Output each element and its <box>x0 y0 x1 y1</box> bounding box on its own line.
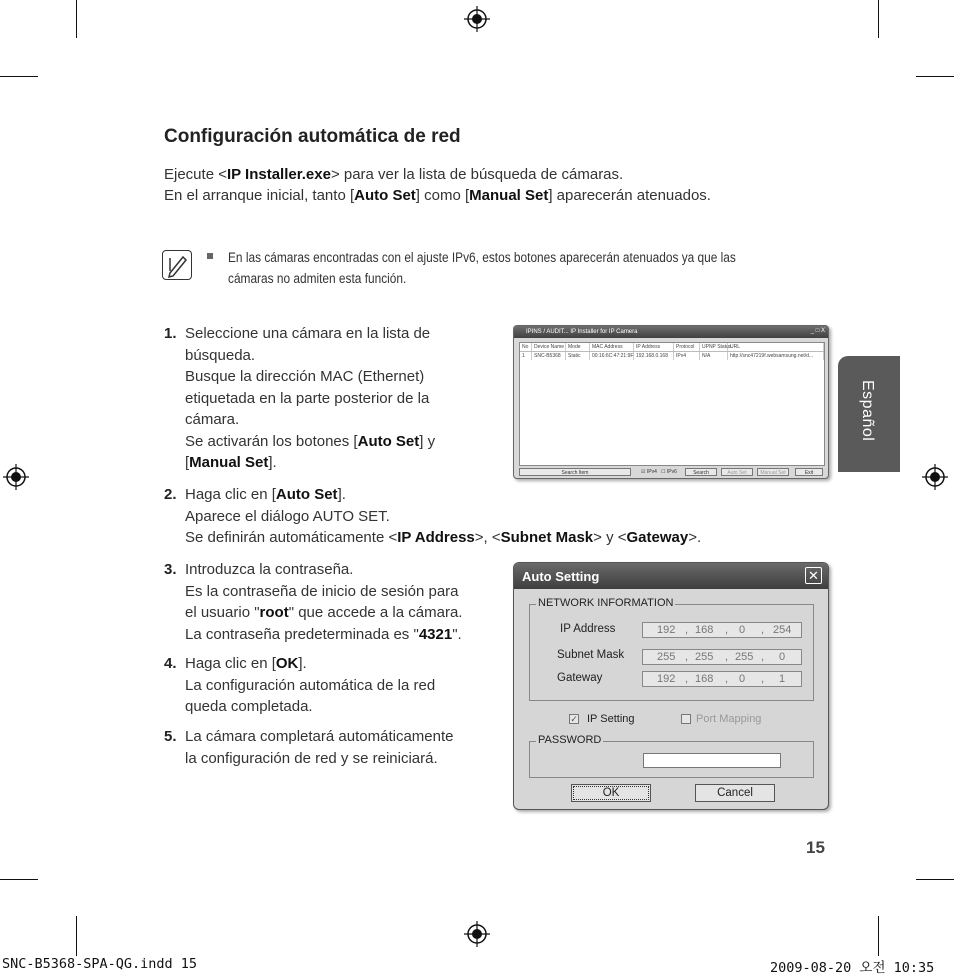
search-item-field: Search Item <box>519 468 631 476</box>
port-mapping-label: Port Mapping <box>696 713 762 725</box>
crop-mark <box>878 916 879 956</box>
column-header[interactable]: Mode <box>566 343 590 351</box>
table-row[interactable] <box>520 352 824 360</box>
step-text: La cámara completará automáticamente <box>185 728 454 745</box>
search-button[interactable]: Search <box>685 468 717 476</box>
step-text: Busque la dirección MAC (Ethernet) <box>185 368 425 385</box>
step-2 <box>164 484 804 549</box>
step-text: Aparece el diálogo AUTO SET. <box>185 507 390 525</box>
crop-mark <box>916 76 954 77</box>
step-5 <box>164 726 504 769</box>
step-text: el usuario "root" que accede a la cámara. <box>185 604 463 621</box>
ipv6-radio[interactable]: ☐ IPv6 <box>661 469 677 475</box>
note-icon <box>162 250 192 280</box>
language-tab <box>838 356 900 472</box>
crop-mark <box>878 0 879 38</box>
subnet-mask-label: Subnet Mask <box>557 649 625 661</box>
table-cell: 192.168.0.168 <box>634 352 674 360</box>
port-mapping-checkbox[interactable] <box>681 714 691 724</box>
intro-line-1: Ejecute <IP Installer.exe> para ver la lista de búsqueda de cámaras. <box>164 166 624 183</box>
note-text: En las cámaras encontradas con el ajuste IPv6, estos botones aparecerán atenuados ya que las cámaras no admiten esta función. <box>228 250 736 286</box>
ip-address-field[interactable]: 192 , 168 , 0 , 254 <box>642 622 802 638</box>
dialog-titlebar <box>514 563 828 589</box>
network-information-group <box>529 597 814 701</box>
table-cell: N/A <box>700 352 728 360</box>
step-text: Haga clic en [Auto Set]. <box>185 486 346 503</box>
gateway-field[interactable]: 192 , 168 , 0 , 1 <box>642 671 802 687</box>
cancel-button[interactable]: Cancel <box>695 784 775 802</box>
step-4 <box>164 653 494 718</box>
registration-mark-icon <box>464 921 490 947</box>
ip-installer-title: IPINS / AUDIT... IP Installer for IP Camera <box>514 326 828 338</box>
subnet-mask-field[interactable]: 255 , 255 , 255 , 0 <box>642 649 802 665</box>
step-text: La configuración automática de la red <box>185 676 436 694</box>
step-text: La contraseña predeterminada es "4321". <box>185 625 462 643</box>
ok-button[interactable]: OK <box>571 784 651 802</box>
column-header[interactable]: No <box>520 343 532 351</box>
step-text: Seleccione una cámara en la lista de <box>185 325 431 342</box>
step-number: 1. <box>164 325 177 342</box>
manual-set-button[interactable]: Manual Set <box>757 468 789 476</box>
registration-mark-icon <box>464 6 490 32</box>
table-cell: http://snc47219f.websamsung.net/d... <box>728 352 824 360</box>
auto-set-button[interactable]: Auto Set <box>721 468 753 476</box>
step-text: Se definirán automáticamente <IP Address>, <Subnet Mask> y <Gateway>. <box>185 529 702 546</box>
footer-timestamp: 2009-08-20 오전 10:35 <box>770 960 935 976</box>
ip-installer-window <box>513 325 829 479</box>
ip-setting-checkbox[interactable]: ✓ <box>570 714 578 724</box>
column-header[interactable]: MAC Address <box>590 343 634 351</box>
column-header[interactable]: UPNP Status <box>702 344 732 350</box>
column-header[interactable]: URL <box>728 343 824 351</box>
camera-list-header <box>520 343 824 352</box>
table-cell: 00:16:6C:47:21:9F <box>592 353 634 359</box>
step-text: Haga clic en [OK]. <box>185 655 307 672</box>
footer-filename: SNC-B5368-SPA-QG.indd 15 <box>2 956 198 972</box>
crop-mark <box>0 76 38 77</box>
step-text: etiquetada en la parte posterior de la <box>185 389 430 407</box>
crop-mark <box>76 0 77 38</box>
step-text: búsqueda. <box>185 346 256 364</box>
step-text: cámara. <box>185 411 240 428</box>
column-header[interactable]: IP Address <box>634 343 674 351</box>
step-number: 2. <box>164 486 177 503</box>
ipv4-radio[interactable]: ☑ IPv4 <box>641 469 657 475</box>
step-3 <box>164 559 504 645</box>
intro-line-2: En el arranque inicial, tanto [Auto Set] como [Manual Set] aparecerán atenuados. <box>164 187 711 204</box>
group-label: NETWORK INFORMATION <box>538 597 674 609</box>
note-bullet <box>207 253 213 259</box>
table-cell: Static <box>566 352 590 360</box>
table-cell: SNC-B5368 <box>532 352 566 360</box>
step-text: Es la contraseña de inicio de sesión para <box>185 582 459 600</box>
table-cell: IPv4 <box>674 352 700 360</box>
ip-installer-toolbar <box>519 468 823 477</box>
step-text: queda completada. <box>185 698 313 715</box>
section-heading: Configuración automática de red <box>164 126 461 147</box>
crop-mark <box>916 879 954 880</box>
table-cell: 1 <box>520 352 532 360</box>
registration-mark-icon <box>922 464 948 490</box>
auto-setting-dialog <box>513 562 829 810</box>
password-field[interactable] <box>643 753 781 768</box>
page-number: 15 <box>806 838 825 857</box>
gateway-label: Gateway <box>557 672 603 684</box>
step-text: Se activarán los botones [Auto Set] y <box>185 432 436 450</box>
step-text: Introduzca la contraseña. <box>185 561 354 578</box>
exit-button[interactable]: Exit <box>795 468 823 476</box>
step-number: 5. <box>164 728 177 745</box>
group-label: PASSWORD <box>538 734 602 746</box>
ip-setting-label: IP Setting <box>587 713 635 725</box>
step-1 <box>164 323 484 474</box>
step-number: 4. <box>164 655 177 672</box>
column-header[interactable]: Device Name <box>534 344 565 350</box>
crop-mark <box>76 916 77 956</box>
ip-address-label: IP Address <box>560 623 616 635</box>
password-group <box>529 734 814 778</box>
dialog-title: Auto Setting <box>522 569 600 584</box>
step-number: 3. <box>164 561 177 578</box>
crop-mark <box>0 879 38 880</box>
close-icon[interactable]: ✕ <box>805 567 822 584</box>
registration-mark-icon <box>3 464 29 490</box>
column-header[interactable]: Protocol <box>674 343 700 351</box>
language-tab-label: Español <box>859 380 876 442</box>
window-controls[interactable]: _ □ X <box>810 328 825 334</box>
camera-list[interactable] <box>519 342 825 466</box>
step-text: [Manual Set]. <box>185 454 277 471</box>
step-text: la configuración de red y se reiniciará. <box>185 749 438 767</box>
